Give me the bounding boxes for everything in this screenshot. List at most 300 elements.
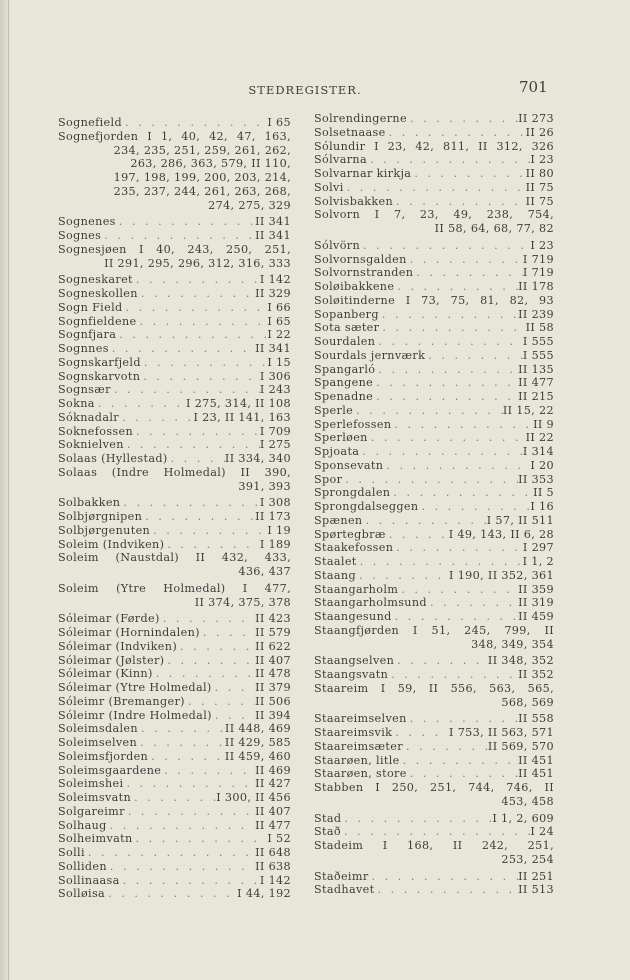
entry-references: I 65 (267, 314, 291, 328)
dot-leader (392, 726, 449, 740)
index-entry (314, 280, 554, 294)
entry-name: Spænen (314, 513, 363, 527)
index-entry (314, 528, 554, 542)
dot-leader (360, 239, 530, 253)
entry-name: Solbjørgnipen (58, 510, 143, 523)
entry-references: I 57, II 511 (486, 513, 554, 527)
index-entry (314, 308, 554, 322)
entry-name: Spor (314, 472, 343, 486)
entry-row (58, 695, 291, 709)
entry-references: I 44, 192 (237, 887, 291, 901)
index-entry (314, 740, 554, 754)
entry-references: II 348, 352 (487, 654, 554, 668)
entry-row (58, 832, 291, 846)
entry-text: Staareim I 59, II 556, 563, 565, (314, 681, 554, 695)
entry-name: Staangsvatn (314, 668, 389, 681)
dot-leader (362, 514, 486, 528)
entry-row (58, 736, 291, 750)
entry-name: Sollinaasa (58, 873, 120, 887)
index-entry (314, 839, 554, 867)
dot-leader (342, 473, 518, 487)
index-entry (58, 452, 291, 466)
index-entry (58, 626, 291, 640)
index-entry (58, 438, 291, 452)
entry-row (314, 583, 554, 597)
entry-row (58, 273, 291, 287)
entry-name: Solli (58, 846, 85, 859)
dot-leader (391, 418, 533, 432)
index-entry (314, 500, 554, 514)
entry-references: I 555 (522, 335, 554, 348)
index-entry (58, 273, 291, 287)
index-entry (314, 654, 554, 668)
entry-references: II 513 (518, 883, 554, 897)
entry-name: Sperle (314, 403, 354, 417)
entry-references: II 22 (525, 431, 554, 445)
index-entry (314, 767, 554, 781)
dot-leader (393, 541, 523, 555)
index-entry (58, 874, 291, 888)
entry-name: Solaas (Hyllestad) (58, 452, 168, 465)
index-entry (58, 370, 291, 384)
entry-name: Solløisa (58, 887, 106, 901)
entry-references: II 459, 460 (224, 749, 291, 763)
index-entry (58, 411, 291, 425)
entry-continuation: 391, 393 (238, 479, 291, 493)
entry-row (314, 596, 554, 610)
entry-references: I 189 (259, 537, 291, 551)
index-entry (314, 335, 554, 349)
entry-row (58, 874, 291, 888)
entry-row (314, 712, 554, 726)
entry-row (58, 667, 291, 681)
entry-name: Staareimsæter (314, 739, 403, 753)
entry-references: II 353 (518, 472, 554, 486)
entry-row (314, 167, 554, 181)
entry-name: Soleim (Indviken) (58, 537, 165, 551)
index-entry (58, 328, 291, 342)
binding-line (8, 0, 9, 980)
entry-text: Soleim (Ytre Holmedal) I 477, (58, 581, 291, 595)
dot-leader (392, 610, 518, 624)
dot-leader (133, 273, 260, 287)
entry-name: Solbakken (58, 496, 121, 510)
index-entry (58, 777, 291, 791)
dot-leader (85, 846, 255, 860)
dot-leader (383, 459, 530, 473)
entry-row (58, 356, 291, 370)
entry-references: II 638 (255, 859, 291, 873)
entry-row (314, 473, 554, 487)
entry-text: Staangfjørden I 51, 245, 799, II (314, 623, 554, 637)
entry-name: Staarøen, store (314, 767, 407, 781)
entry-continuation: 234, 235, 251, 259, 261, 262, (113, 143, 291, 157)
dot-leader (369, 870, 519, 884)
dot-leader (123, 777, 255, 791)
dot-leader (407, 253, 523, 267)
entry-row (58, 328, 291, 342)
index-entry (314, 624, 554, 652)
entry-references: II 506 (255, 694, 291, 708)
dot-leader (138, 287, 255, 301)
dot-leader (403, 740, 488, 754)
entry-references: I 52 (267, 832, 291, 846)
dot-leader (373, 376, 518, 390)
dot-leader (107, 819, 255, 833)
index-entry (314, 153, 554, 167)
entry-name: Soknielven (58, 438, 124, 452)
index-entry (58, 709, 291, 723)
entry-references: I 19 (267, 523, 291, 537)
dot-leader (357, 555, 523, 569)
entry-references: I 22 (267, 328, 291, 342)
entry-references: II 478 (255, 667, 291, 681)
entry-row (58, 805, 291, 819)
entry-name: Sóleimr (Bremanger) (58, 694, 185, 708)
index-entry (58, 612, 291, 626)
index-entry (314, 208, 554, 236)
entry-references: II 558 (518, 712, 554, 726)
entry-references: II 273 (518, 112, 554, 125)
entry-row (314, 266, 554, 280)
entry-continuation: II 58, 64, 68, 77, 82 (434, 222, 554, 235)
entry-name: Sogn Field (58, 300, 123, 314)
index-entry (58, 791, 291, 805)
entry-references: II 341 (255, 229, 291, 242)
entry-row (58, 887, 291, 901)
entry-name: Sprongdalseggen (314, 500, 419, 513)
entry-name: Solvi (314, 180, 344, 194)
entry-references: II 329 (255, 287, 291, 300)
entry-references: II 394 (255, 708, 291, 722)
index-entry (314, 418, 554, 432)
entry-text: Stabben I 250, 251, 744, 746, II (314, 781, 554, 794)
entry-name: Solgareimr (58, 804, 125, 818)
entry-references: II 407 (255, 804, 291, 818)
entry-row (58, 496, 291, 510)
entry-continuation: 235, 237, 244, 261, 263, 268, (113, 184, 291, 198)
entry-continuation: 274, 275, 329 (208, 198, 291, 212)
dot-leader (212, 709, 255, 723)
dot-leader (341, 812, 492, 826)
entry-references: I 1, 2 (522, 555, 554, 568)
dot-leader (375, 363, 518, 377)
dot-leader (137, 736, 225, 750)
index-entry (58, 301, 291, 315)
dot-leader (394, 654, 488, 668)
index-entry (314, 883, 554, 897)
dot-leader (109, 342, 255, 356)
dot-leader (133, 425, 260, 439)
entry-references: II 477 (518, 376, 554, 390)
index-entry (314, 294, 554, 308)
entry-name: Sprongdalen (314, 486, 391, 500)
entry-text: Sognefjorden I 1, 40, 42, 47, 163, (58, 129, 291, 143)
dot-leader (125, 805, 255, 819)
entry-name: Solsetnaase (314, 125, 386, 139)
index-column-left (58, 116, 291, 901)
entry-row (314, 555, 554, 569)
index-entry (314, 253, 554, 267)
entry-name: Sopanberg (314, 307, 379, 321)
entry-references: I 308 (259, 496, 291, 510)
entry-name: Solliden (58, 859, 107, 873)
entry-row (314, 514, 554, 528)
entry-name: Staakefossen (314, 541, 394, 555)
index-entry (58, 819, 291, 833)
entry-continuation: 253, 254 (501, 852, 554, 866)
entry-references: I 66 (267, 300, 291, 314)
entry-row (58, 640, 291, 654)
entry-row (314, 181, 554, 195)
index-entry (314, 112, 554, 126)
dot-leader (344, 181, 526, 195)
entry-name: Sognsær (58, 383, 111, 397)
entry-name: Sperløen (314, 431, 368, 445)
dot-leader (111, 383, 260, 397)
entry-references: I 23 (530, 153, 554, 167)
index-entry (58, 722, 291, 736)
dot-leader (168, 452, 225, 466)
index-entry (58, 681, 291, 695)
entry-row (58, 383, 291, 397)
entry-row (58, 287, 291, 301)
dot-leader (177, 640, 255, 654)
entry-text: Solvorn I 7, 23, 49, 238, 754, (314, 208, 554, 222)
entry-continuation: II 291, 295, 296, 312, 316, 333 (104, 256, 291, 270)
index-entry (314, 349, 554, 363)
entry-name: Solheimvatn (58, 832, 133, 846)
entry-name: Solvornsgalden (314, 252, 407, 266)
entry-row (314, 528, 554, 542)
index-entry (314, 404, 554, 418)
entry-references: II 423 (255, 612, 291, 626)
entry-name: Soleimsvatn (58, 791, 132, 804)
index-entry (314, 870, 554, 884)
dot-leader (164, 654, 255, 668)
entry-references: II 215 (518, 390, 554, 403)
entry-row (314, 363, 554, 377)
entry-row (314, 500, 554, 514)
dot-leader (390, 486, 533, 500)
dot-leader (200, 626, 255, 640)
index-entry (314, 682, 554, 710)
dot-leader (137, 315, 268, 329)
index-entry (58, 654, 291, 668)
entry-name: Sognenes (58, 215, 116, 229)
index-entry (58, 667, 291, 681)
entry-references: II 178 (518, 280, 554, 293)
entry-row (58, 370, 291, 384)
entry-references: I 297 (522, 541, 554, 555)
index-entry (58, 383, 291, 397)
entry-references: II 26 (525, 125, 554, 139)
entry-references: I 314 (522, 445, 554, 458)
entry-row (58, 654, 291, 668)
index-entry (58, 466, 291, 494)
dot-leader (393, 195, 526, 209)
dot-leader (153, 667, 255, 681)
entry-name: Staareimsvik (314, 726, 393, 739)
entry-row (314, 459, 554, 473)
entry-references: II 5 (533, 486, 554, 500)
entry-name: Staalet (314, 555, 357, 568)
entry-references: I 243 (259, 383, 291, 397)
entry-row (314, 126, 554, 140)
entry-row (58, 215, 291, 229)
running-head: STEDREGISTER. (248, 83, 362, 97)
entry-row (314, 654, 554, 668)
entry-name: Sóknadalr (58, 410, 119, 424)
entry-name: Sperlefossen (314, 417, 392, 431)
index-entry (58, 243, 291, 271)
entry-row (314, 239, 554, 253)
entry-name: Sóleimar (Hornindalen) (58, 626, 200, 639)
entry-references: I 300, II 456 (216, 791, 291, 804)
entry-continuation: 348, 349, 354 (471, 637, 554, 651)
entry-name: Stað (314, 825, 341, 839)
entry-references: II 75 (525, 194, 554, 208)
index-entry (314, 812, 554, 826)
entry-row (58, 452, 291, 466)
entry-name: Sóleimar (Jølster) (58, 653, 165, 667)
entry-name: Solbjørgenuten (58, 523, 151, 537)
entry-name: Sognes (58, 229, 102, 242)
entry-name: Staangselven (314, 654, 395, 668)
index-entry (58, 130, 291, 213)
index-entry (314, 459, 554, 473)
entry-row (314, 431, 554, 445)
entry-name: Sogneskaret (58, 273, 133, 287)
dot-leader (386, 126, 526, 140)
entry-row (58, 538, 291, 552)
index-entry (58, 496, 291, 510)
index-entry (314, 140, 554, 154)
entry-name: Sognfieldene (58, 314, 137, 328)
entry-name: Staangarholmsund (314, 596, 427, 610)
entry-references: II 15, 22 (502, 403, 554, 417)
entry-continuation: 263, 286, 363, 579, II 110, (130, 157, 291, 171)
entry-row (58, 612, 291, 626)
entry-text: Soleim (Naustdal) II 432, 433, (58, 551, 291, 565)
entry-name: Staangarholm (314, 582, 399, 596)
entry-row (314, 767, 554, 781)
dot-leader (407, 712, 518, 726)
entry-name: Solhaug (58, 818, 107, 832)
dot-leader (120, 874, 260, 888)
entry-references: I 555 (522, 348, 554, 362)
index-entry (58, 736, 291, 750)
entry-row (58, 342, 291, 356)
entry-row (314, 610, 554, 624)
entry-name: Sponsevatn (314, 458, 384, 472)
entry-references: II 9 (533, 417, 554, 431)
entry-name: Sólvarna (314, 153, 367, 167)
entry-row (58, 229, 291, 243)
entry-row (314, 418, 554, 432)
entry-references: II 469 (255, 763, 291, 777)
entry-name: Sóleimar (Kinn) (58, 667, 153, 681)
index-entry (314, 390, 554, 404)
dot-leader (122, 116, 267, 130)
dot-leader (359, 445, 523, 459)
entry-row (314, 195, 554, 209)
dot-leader (388, 668, 518, 682)
entry-row (314, 376, 554, 390)
entry-references: II 341 (255, 215, 291, 229)
entry-references: I 275, 314, II 108 (186, 397, 291, 410)
index-entry (58, 425, 291, 439)
entry-row (58, 438, 291, 452)
entry-name: Sognfjara (58, 328, 117, 342)
index-entry (314, 712, 554, 726)
dot-leader (356, 569, 449, 583)
entry-name: Spangene (314, 376, 374, 390)
entry-continuation: 436, 437 (238, 565, 291, 578)
entry-references: I 15 (267, 355, 291, 369)
entry-name: Soløibakkene (314, 280, 395, 293)
entry-references: II 569, 570 (487, 739, 554, 753)
entry-name: Sognnes (58, 342, 109, 355)
dot-leader (138, 722, 225, 736)
entry-continuation: II 374, 375, 378 (194, 595, 291, 609)
entry-row (58, 626, 291, 640)
index-entry (314, 541, 554, 555)
dot-leader (131, 791, 216, 805)
index-entry (58, 397, 291, 411)
entry-references: II 319 (518, 596, 554, 610)
index-entry (58, 764, 291, 778)
index-entry (314, 376, 554, 390)
dot-leader (394, 280, 518, 294)
entry-row (314, 486, 554, 500)
index-entry (58, 510, 291, 524)
dot-leader (427, 596, 518, 610)
entry-row (314, 541, 554, 555)
entry-row (58, 777, 291, 791)
dot-leader (116, 328, 267, 342)
entry-references: II 352 (518, 668, 554, 681)
entry-row (314, 668, 554, 682)
entry-text: Sognesjøen I 40, 243, 250, 251, (58, 242, 291, 256)
entry-name: Stad (314, 811, 342, 825)
dot-leader (379, 321, 525, 335)
entry-row (58, 116, 291, 130)
index-entry (58, 342, 291, 356)
dot-leader (148, 750, 225, 764)
entry-references: II 173 (255, 510, 291, 523)
entry-name: Sognefield (58, 116, 122, 129)
entry-row (58, 397, 291, 411)
index-entry (314, 321, 554, 335)
entry-name: Sóleimr (Indre Holmedal) (58, 708, 212, 722)
dot-leader (101, 229, 255, 243)
entry-name: Sourdals jernværk (314, 348, 426, 362)
index-entry (58, 215, 291, 229)
entry-row (314, 253, 554, 267)
entry-name: Solvisbakken (314, 194, 394, 208)
entry-references: I 275 (259, 438, 291, 452)
dot-leader (105, 887, 237, 901)
dot-leader (367, 153, 530, 167)
entry-references: II 448, 469 (224, 722, 291, 736)
entry-name: Soleimsfjorden (58, 749, 149, 763)
entry-references: II 341 (255, 342, 291, 355)
dot-leader (160, 612, 255, 626)
entry-row (58, 819, 291, 833)
entry-references: I 49, 143, II 6, 28 (448, 527, 554, 541)
index-entry (314, 239, 554, 253)
